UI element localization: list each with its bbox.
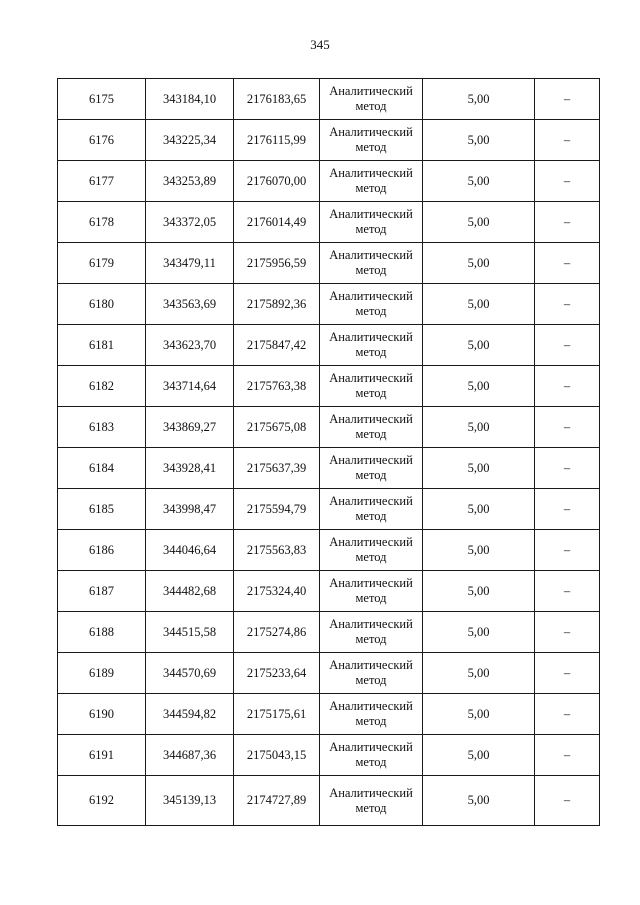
y-coordinate-cell: 2175324,40 [234,571,320,612]
method-line-2: метод [355,509,387,523]
error-value-cell: 5,00 [423,571,535,612]
note-cell: – [535,366,600,407]
note-cell: – [535,571,600,612]
y-coordinate-cell: 2175563,83 [234,530,320,571]
table-row [58,694,600,735]
y-coordinate-cell: 2176014,49 [234,202,320,243]
method-cell [320,571,423,612]
method-line-1: Аналитический [329,412,413,426]
point-number-cell: 6177 [58,161,146,202]
point-number-cell: 6192 [58,776,146,826]
method-line-2: метод [355,800,387,815]
method-line-1: Аналитический [329,658,413,672]
table-row [58,79,600,120]
method-line-1: Аналитический [329,617,413,631]
method-cell [320,284,423,325]
method-line-2: метод [355,591,387,605]
x-coordinate-cell: 344687,36 [146,735,234,776]
method-line-1: Аналитический [329,785,413,800]
method-line-2: метод [355,345,387,359]
note-cell: – [535,653,600,694]
x-coordinate-cell: 343928,41 [146,448,234,489]
note-cell: – [535,694,600,735]
point-number-cell: 6189 [58,653,146,694]
note-cell: – [535,530,600,571]
x-coordinate-cell: 345139,13 [146,776,234,826]
point-number-cell: 6187 [58,571,146,612]
note-cell: – [535,161,600,202]
method-cell [320,79,423,120]
method-line-2: метод [355,632,387,646]
x-coordinate-cell: 344482,68 [146,571,234,612]
table-row [58,776,600,826]
y-coordinate-cell: 2175043,15 [234,735,320,776]
y-coordinate-cell: 2175892,36 [234,284,320,325]
error-value-cell: 5,00 [423,366,535,407]
note-cell: – [535,79,600,120]
method-cell [320,325,423,366]
point-number-cell: 6178 [58,202,146,243]
x-coordinate-cell: 343479,11 [146,243,234,284]
error-value-cell: 5,00 [423,735,535,776]
method-cell [320,694,423,735]
method-line-1: Аналитический [329,740,413,754]
y-coordinate-cell: 2175847,42 [234,325,320,366]
note-cell: – [535,776,600,826]
method-line-2: метод [355,181,387,195]
method-cell [320,653,423,694]
method-line-1: Аналитический [329,125,413,139]
y-coordinate-cell: 2175675,08 [234,407,320,448]
x-coordinate-cell: 344570,69 [146,653,234,694]
method-line-1: Аналитический [329,576,413,590]
table-body [58,79,600,826]
y-coordinate-cell: 2175233,64 [234,653,320,694]
point-number-cell: 6191 [58,735,146,776]
note-cell: – [535,202,600,243]
method-cell [320,120,423,161]
point-number-cell: 6176 [58,120,146,161]
point-number-cell: 6182 [58,366,146,407]
method-cell [320,735,423,776]
y-coordinate-cell: 2175175,61 [234,694,320,735]
method-line-2: метод [355,222,387,236]
y-coordinate-cell: 2175594,79 [234,489,320,530]
table-row [58,489,600,530]
method-line-1: Аналитический [329,166,413,180]
method-line-2: метод [355,304,387,318]
method-line-2: метод [355,714,387,728]
note-cell: – [535,243,600,284]
method-line-1: Аналитический [329,207,413,221]
method-line-2: метод [355,468,387,482]
error-value-cell: 5,00 [423,612,535,653]
y-coordinate-cell: 2174727,89 [234,776,320,826]
method-cell [320,489,423,530]
method-line-1: Аналитический [329,371,413,385]
method-cell [320,612,423,653]
method-cell [320,776,423,826]
table-row [58,448,600,489]
error-value-cell: 5,00 [423,407,535,448]
y-coordinate-cell: 2175763,38 [234,366,320,407]
point-number-cell: 6185 [58,489,146,530]
error-value-cell: 5,00 [423,243,535,284]
table-row [58,530,600,571]
x-coordinate-cell: 343869,27 [146,407,234,448]
method-cell [320,202,423,243]
coordinates-table [57,78,600,826]
x-coordinate-cell: 344515,58 [146,612,234,653]
method-line-1: Аналитический [329,453,413,467]
y-coordinate-cell: 2175637,39 [234,448,320,489]
x-coordinate-cell: 343714,64 [146,366,234,407]
method-cell [320,161,423,202]
method-line-2: метод [355,755,387,769]
error-value-cell: 5,00 [423,161,535,202]
table-row [58,325,600,366]
method-line-2: метод [355,386,387,400]
method-line-2: метод [355,99,387,113]
note-cell: – [535,612,600,653]
x-coordinate-cell: 344594,82 [146,694,234,735]
method-line-2: метод [355,140,387,154]
method-cell [320,366,423,407]
point-number-cell: 6188 [58,612,146,653]
table-row [58,366,600,407]
y-coordinate-cell: 2175956,59 [234,243,320,284]
error-value-cell: 5,00 [423,79,535,120]
error-value-cell: 5,00 [423,489,535,530]
error-value-cell: 5,00 [423,120,535,161]
note-cell: – [535,284,600,325]
point-number-cell: 6190 [58,694,146,735]
note-cell: – [535,735,600,776]
y-coordinate-cell: 2175274,86 [234,612,320,653]
table-row [58,202,600,243]
method-line-1: Аналитический [329,248,413,262]
note-cell: – [535,407,600,448]
table-row [58,612,600,653]
note-cell: – [535,120,600,161]
method-line-2: метод [355,427,387,441]
note-cell: – [535,448,600,489]
error-value-cell: 5,00 [423,284,535,325]
error-value-cell: 5,00 [423,776,535,826]
x-coordinate-cell: 343253,89 [146,161,234,202]
x-coordinate-cell: 343372,05 [146,202,234,243]
y-coordinate-cell: 2176115,99 [234,120,320,161]
method-cell [320,448,423,489]
x-coordinate-cell: 344046,64 [146,530,234,571]
error-value-cell: 5,00 [423,653,535,694]
x-coordinate-cell: 343998,47 [146,489,234,530]
method-line-1: Аналитический [329,330,413,344]
method-line-1: Аналитический [329,699,413,713]
x-coordinate-cell: 343563,69 [146,284,234,325]
note-cell: – [535,489,600,530]
y-coordinate-cell: 2176070,00 [234,161,320,202]
error-value-cell: 5,00 [423,694,535,735]
point-number-cell: 6175 [58,79,146,120]
error-value-cell: 5,00 [423,448,535,489]
table-row [58,120,600,161]
page-number: 345 [310,37,330,52]
method-line-2: метод [355,550,387,564]
table-row [58,284,600,325]
method-line-1: Аналитический [329,289,413,303]
method-cell [320,243,423,284]
point-number-cell: 6180 [58,284,146,325]
method-cell [320,530,423,571]
x-coordinate-cell: 343184,10 [146,79,234,120]
method-line-2: метод [355,673,387,687]
method-cell [320,407,423,448]
table-row [58,407,600,448]
x-coordinate-cell: 343225,34 [146,120,234,161]
error-value-cell: 5,00 [423,325,535,366]
method-line-1: Аналитический [329,494,413,508]
y-coordinate-cell: 2176183,65 [234,79,320,120]
method-line-2: метод [355,263,387,277]
x-coordinate-cell: 343623,70 [146,325,234,366]
method-line-1: Аналитический [329,535,413,549]
error-value-cell: 5,00 [423,202,535,243]
point-number-cell: 6181 [58,325,146,366]
point-number-cell: 6179 [58,243,146,284]
table-row [58,161,600,202]
error-value-cell: 5,00 [423,530,535,571]
table-row [58,243,600,284]
point-number-cell: 6184 [58,448,146,489]
point-number-cell: 6186 [58,530,146,571]
table-row [58,653,600,694]
note-cell: – [535,325,600,366]
method-line-1: Аналитический [329,84,413,98]
table-row [58,735,600,776]
table-row [58,571,600,612]
point-number-cell: 6183 [58,407,146,448]
